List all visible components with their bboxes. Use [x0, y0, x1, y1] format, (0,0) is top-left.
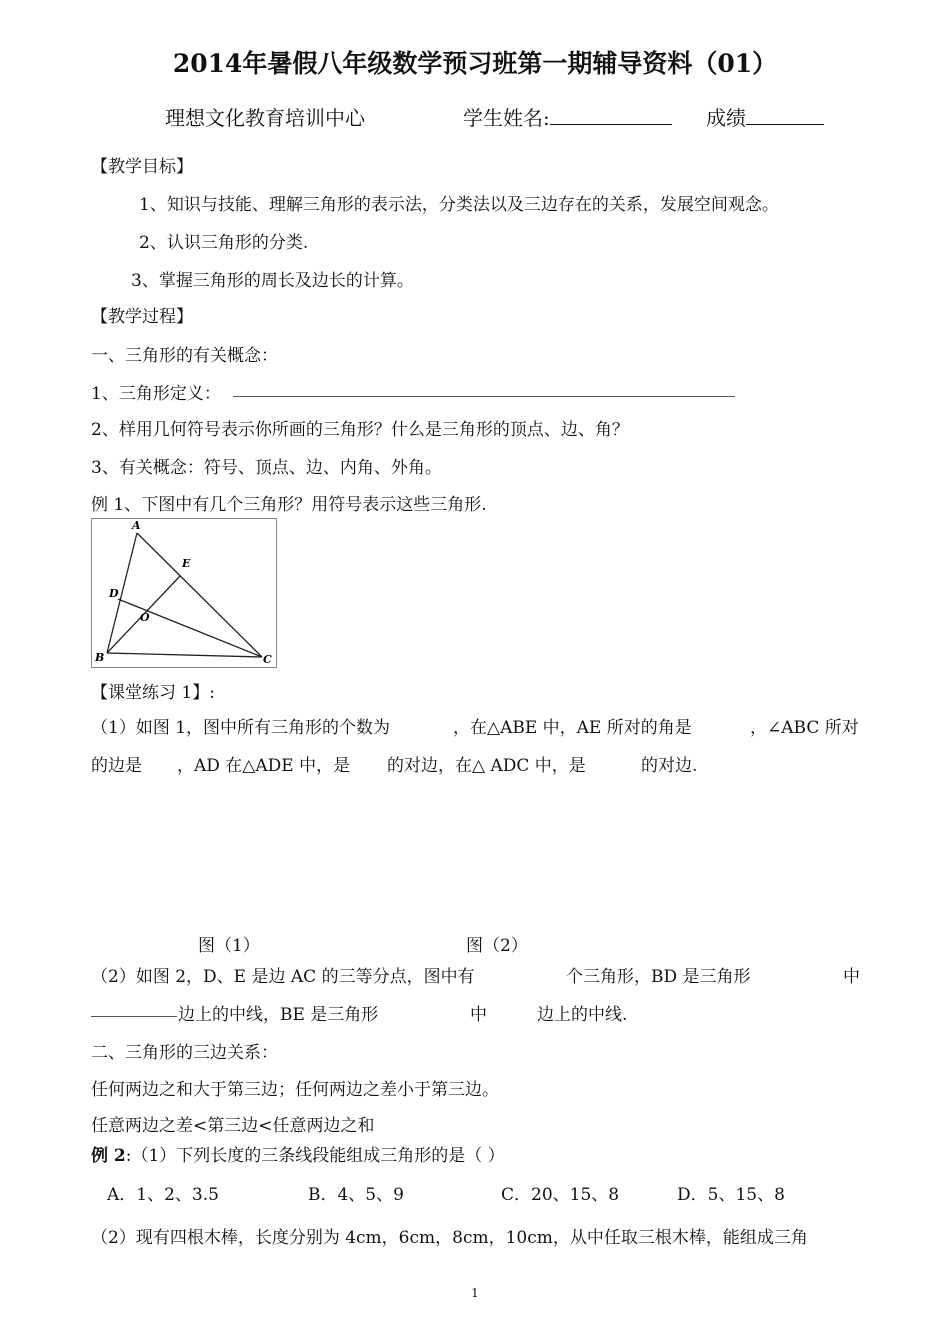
- p1-line2-c: 的对边，在△ ADC 中，是: [387, 756, 586, 776]
- label-e: E: [182, 557, 191, 570]
- label-c: C: [263, 653, 272, 666]
- process-heading: 【教学过程】: [91, 307, 193, 327]
- p1-line1-b: ，在△ABE 中，AE 所对的角是: [453, 718, 692, 738]
- practice-heading: 【课堂练习 1】:: [91, 683, 215, 703]
- objectives-heading: 【教学目标】: [91, 157, 193, 177]
- example-2-question-2: （2）现有四根木棒，长度分别为 4cm，6cm，8cm，10cm，从中任取三根木棒，能组成三角: [91, 1228, 808, 1248]
- p2-line2-a: 边上的中线，BE 是三角形: [178, 1005, 379, 1025]
- figure-2-caption: 图（2）: [466, 936, 528, 956]
- score-label: 成绩: [706, 106, 746, 130]
- label-d: D: [109, 587, 119, 600]
- example-2-prefix: 例 2: [91, 1146, 126, 1166]
- score-field[interactable]: [706, 102, 824, 131]
- p1-line1-c: ，∠ABC 所对: [750, 718, 859, 738]
- example-2: [91, 1141, 505, 1166]
- p2-line1-a: （2）如图 2，D、E 是边 AC 的三等分点，图中有: [91, 967, 475, 987]
- objective-item: 2、认识三角形的分类.: [139, 233, 309, 253]
- triangle-rule-1: 任何两边之和大于第三边；任何两边之差小于第三边。: [91, 1080, 499, 1100]
- student-name-label: 学生姓名:: [463, 106, 550, 130]
- example-1: 例 1、下图中有几个三角形？用符号表示这些三角形.: [91, 495, 487, 515]
- label-b: B: [95, 651, 105, 664]
- question-2: 2、样用几何符号表示你所画的三角形？什么是三角形的顶点、边、角？: [91, 420, 629, 440]
- segment-ac: [137, 533, 262, 657]
- p2-line1-b: 个三角形，BD 是三角形: [566, 967, 751, 987]
- triangle-figure: [91, 518, 277, 668]
- label-o: O: [140, 611, 150, 624]
- objective-item: 3、掌握三角形的周长及边长的计算。: [131, 271, 414, 291]
- option-d: D．5、15、8: [677, 1185, 785, 1205]
- p1-line1-a: （1）如图 1，图中所有三角形的个数为: [91, 718, 391, 738]
- segment-dc: [118, 599, 262, 657]
- question-1: 1、三角形定义：: [91, 384, 221, 404]
- p2-line2-b: 中: [470, 1005, 487, 1025]
- page-number: 1: [471, 1286, 479, 1300]
- triangle-diagram-svg: [92, 519, 278, 669]
- p2-line1-c: 中: [843, 967, 860, 987]
- student-name-field[interactable]: [463, 102, 672, 131]
- score-blank[interactable]: [746, 124, 824, 125]
- school-name: 理想文化教育培训中心: [165, 106, 365, 130]
- section1-heading: 一、三角形的有关概念：: [91, 346, 278, 366]
- page-title: 2014年暑假八年级数学预习班第一期辅导资料（01）: [172, 49, 778, 78]
- option-b: B．4、5、9: [308, 1185, 404, 1205]
- p2-answer-blank[interactable]: [91, 1016, 177, 1017]
- student-name-blank[interactable]: [550, 124, 672, 125]
- definition-answer-line[interactable]: [233, 396, 735, 397]
- question-3: 3、有关概念：符号、顶点、边、内角、外角。: [91, 458, 442, 478]
- p1-line2-a: 的边是: [91, 756, 142, 776]
- option-c: C．20、15、8: [501, 1185, 620, 1205]
- triangle-rule-2: 任意两边之差<第三边<任意两边之和: [91, 1116, 375, 1136]
- objective-item: 1、知识与技能、理解三角形的表示法，分类法以及三边存在的关系，发展空间观念。: [139, 195, 779, 215]
- example-2-text: :（1）下列长度的三条线段能组成三角形的是（ ）: [125, 1146, 505, 1166]
- p1-line2-b: ，AD 在△ADE 中，是: [177, 756, 351, 776]
- figure-1-caption: 图（1）: [198, 936, 260, 956]
- section2-heading: 二、三角形的三边关系：: [91, 1043, 278, 1063]
- p1-line2-d: 的对边.: [641, 756, 698, 776]
- label-a: A: [132, 519, 141, 532]
- p2-line2-c: 边上的中线.: [537, 1005, 628, 1025]
- segment-bc: [107, 653, 262, 657]
- option-a: A．1、2、3.5: [107, 1185, 219, 1205]
